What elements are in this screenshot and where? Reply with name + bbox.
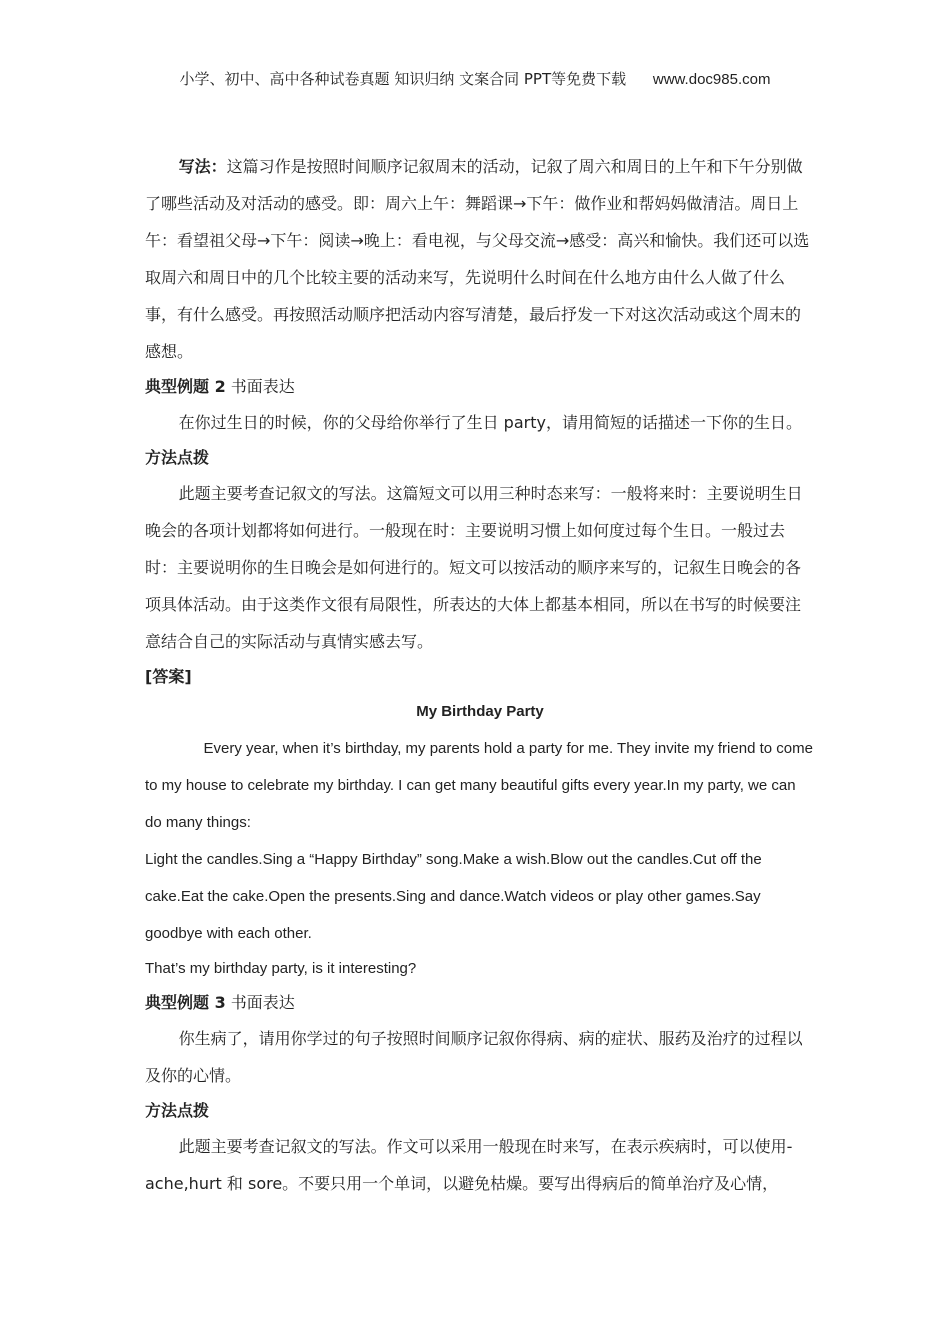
essay-paragraph-1: Every year, when it’s birthday, my parents hold a party for me. They invite my friend to come to my house to celebrate my birthday. I can get many beautiful gifts every year.In my party, we can do many things: xyxy=(145,740,813,831)
example-3-method-text: 此题主要考查记叙文的写法。作文可以采用一般现在时来写，在表示疾病时，可以使用-ache,hurt 和 sore。不要只用一个单词，以避免枯燥。要写出得病后的简单治疗及心情， xyxy=(145,1137,793,1193)
essay-paragraph-2: Light the candles.Sing a “Happy Birthday” song.Make a wish.Blow out the candles.Cut off the cake.Eat the cake.Open the presents.Sing and dance.Watch videos or play other games.Say goodbye with each other. xyxy=(145,851,762,942)
example-2-heading xyxy=(145,370,815,404)
example-3-method-label: 方法点拨 xyxy=(145,1101,210,1120)
example-3-subtitle: 书面表达 xyxy=(225,993,295,1012)
example-2-subtitle: 书面表达 xyxy=(225,377,295,396)
writing-method-text: 这篇习作是按照时间顺序记叙周末的活动，记叙了周六和周日的上午和下午分别做了哪些活动及对活动的感受。即：周六上午：舞蹈课→下午：做作业和帮妈妈做清洁。周日上午：看望祖父母→下午：阅读→晚上：看电视，与父母交流→感受：高兴和愉快。我们还可以选取周六和周日中的几个比较主要的活动来写，先说明什么时间在什么地方由什么人做了什么事，有什么感受。再按照活动顺序把活动内容写清楚，最后抒发一下对这次活动或这个周末的感想。 xyxy=(145,157,810,361)
writing-method-label: 写法： xyxy=(178,157,227,176)
header-site-link[interactable]: www.doc985.com xyxy=(652,71,771,88)
example-3-heading xyxy=(145,986,815,1020)
example-2-method-text: 此题主要考查记叙文的写法。这篇短文可以用三种时态来写：一般将来时：主要说明生日晚会的各项计划都将如何进行。一般现在时：主要说明习惯上如何度过每个生日。一般过去时：主要说明你的生日晚会是如何进行的。短文可以按活动的顺序来写的，记叙生日晚会的各项具体活动。由于这类作文很有局限性，所表达的大体上都基本相同，所以在书写的时候要注意结合自己的实际活动与真情实感去写。 xyxy=(145,484,803,651)
header-text: 小学、初中、高中各种试卷真题 知识归纳 文案合同 PPT等免费下载 xyxy=(179,70,627,88)
writing-method-paragraph xyxy=(145,148,815,370)
example-3-title: 典型例题 3 xyxy=(145,993,226,1012)
essay-paragraph-3: That’s my birthday party, is it interesting? xyxy=(145,960,417,977)
essay-title: My Birthday Party xyxy=(416,703,544,720)
example-2-method-label: 方法点拨 xyxy=(145,448,210,467)
example-2-title: 典型例题 2 xyxy=(145,377,226,396)
answer-label: [答案] xyxy=(145,667,192,686)
page-header xyxy=(0,68,950,89)
document-body xyxy=(145,148,815,1202)
example-2-prompt: 在你过生日的时候，你的父母给你举行了生日 party，请用简短的话描述一下你的生日。 xyxy=(178,413,802,432)
example-3-prompt: 你生病了，请用你学过的句子按照时间顺序记叙你得病、病的症状、服药及治疗的过程以及你的心情。 xyxy=(145,1029,803,1085)
